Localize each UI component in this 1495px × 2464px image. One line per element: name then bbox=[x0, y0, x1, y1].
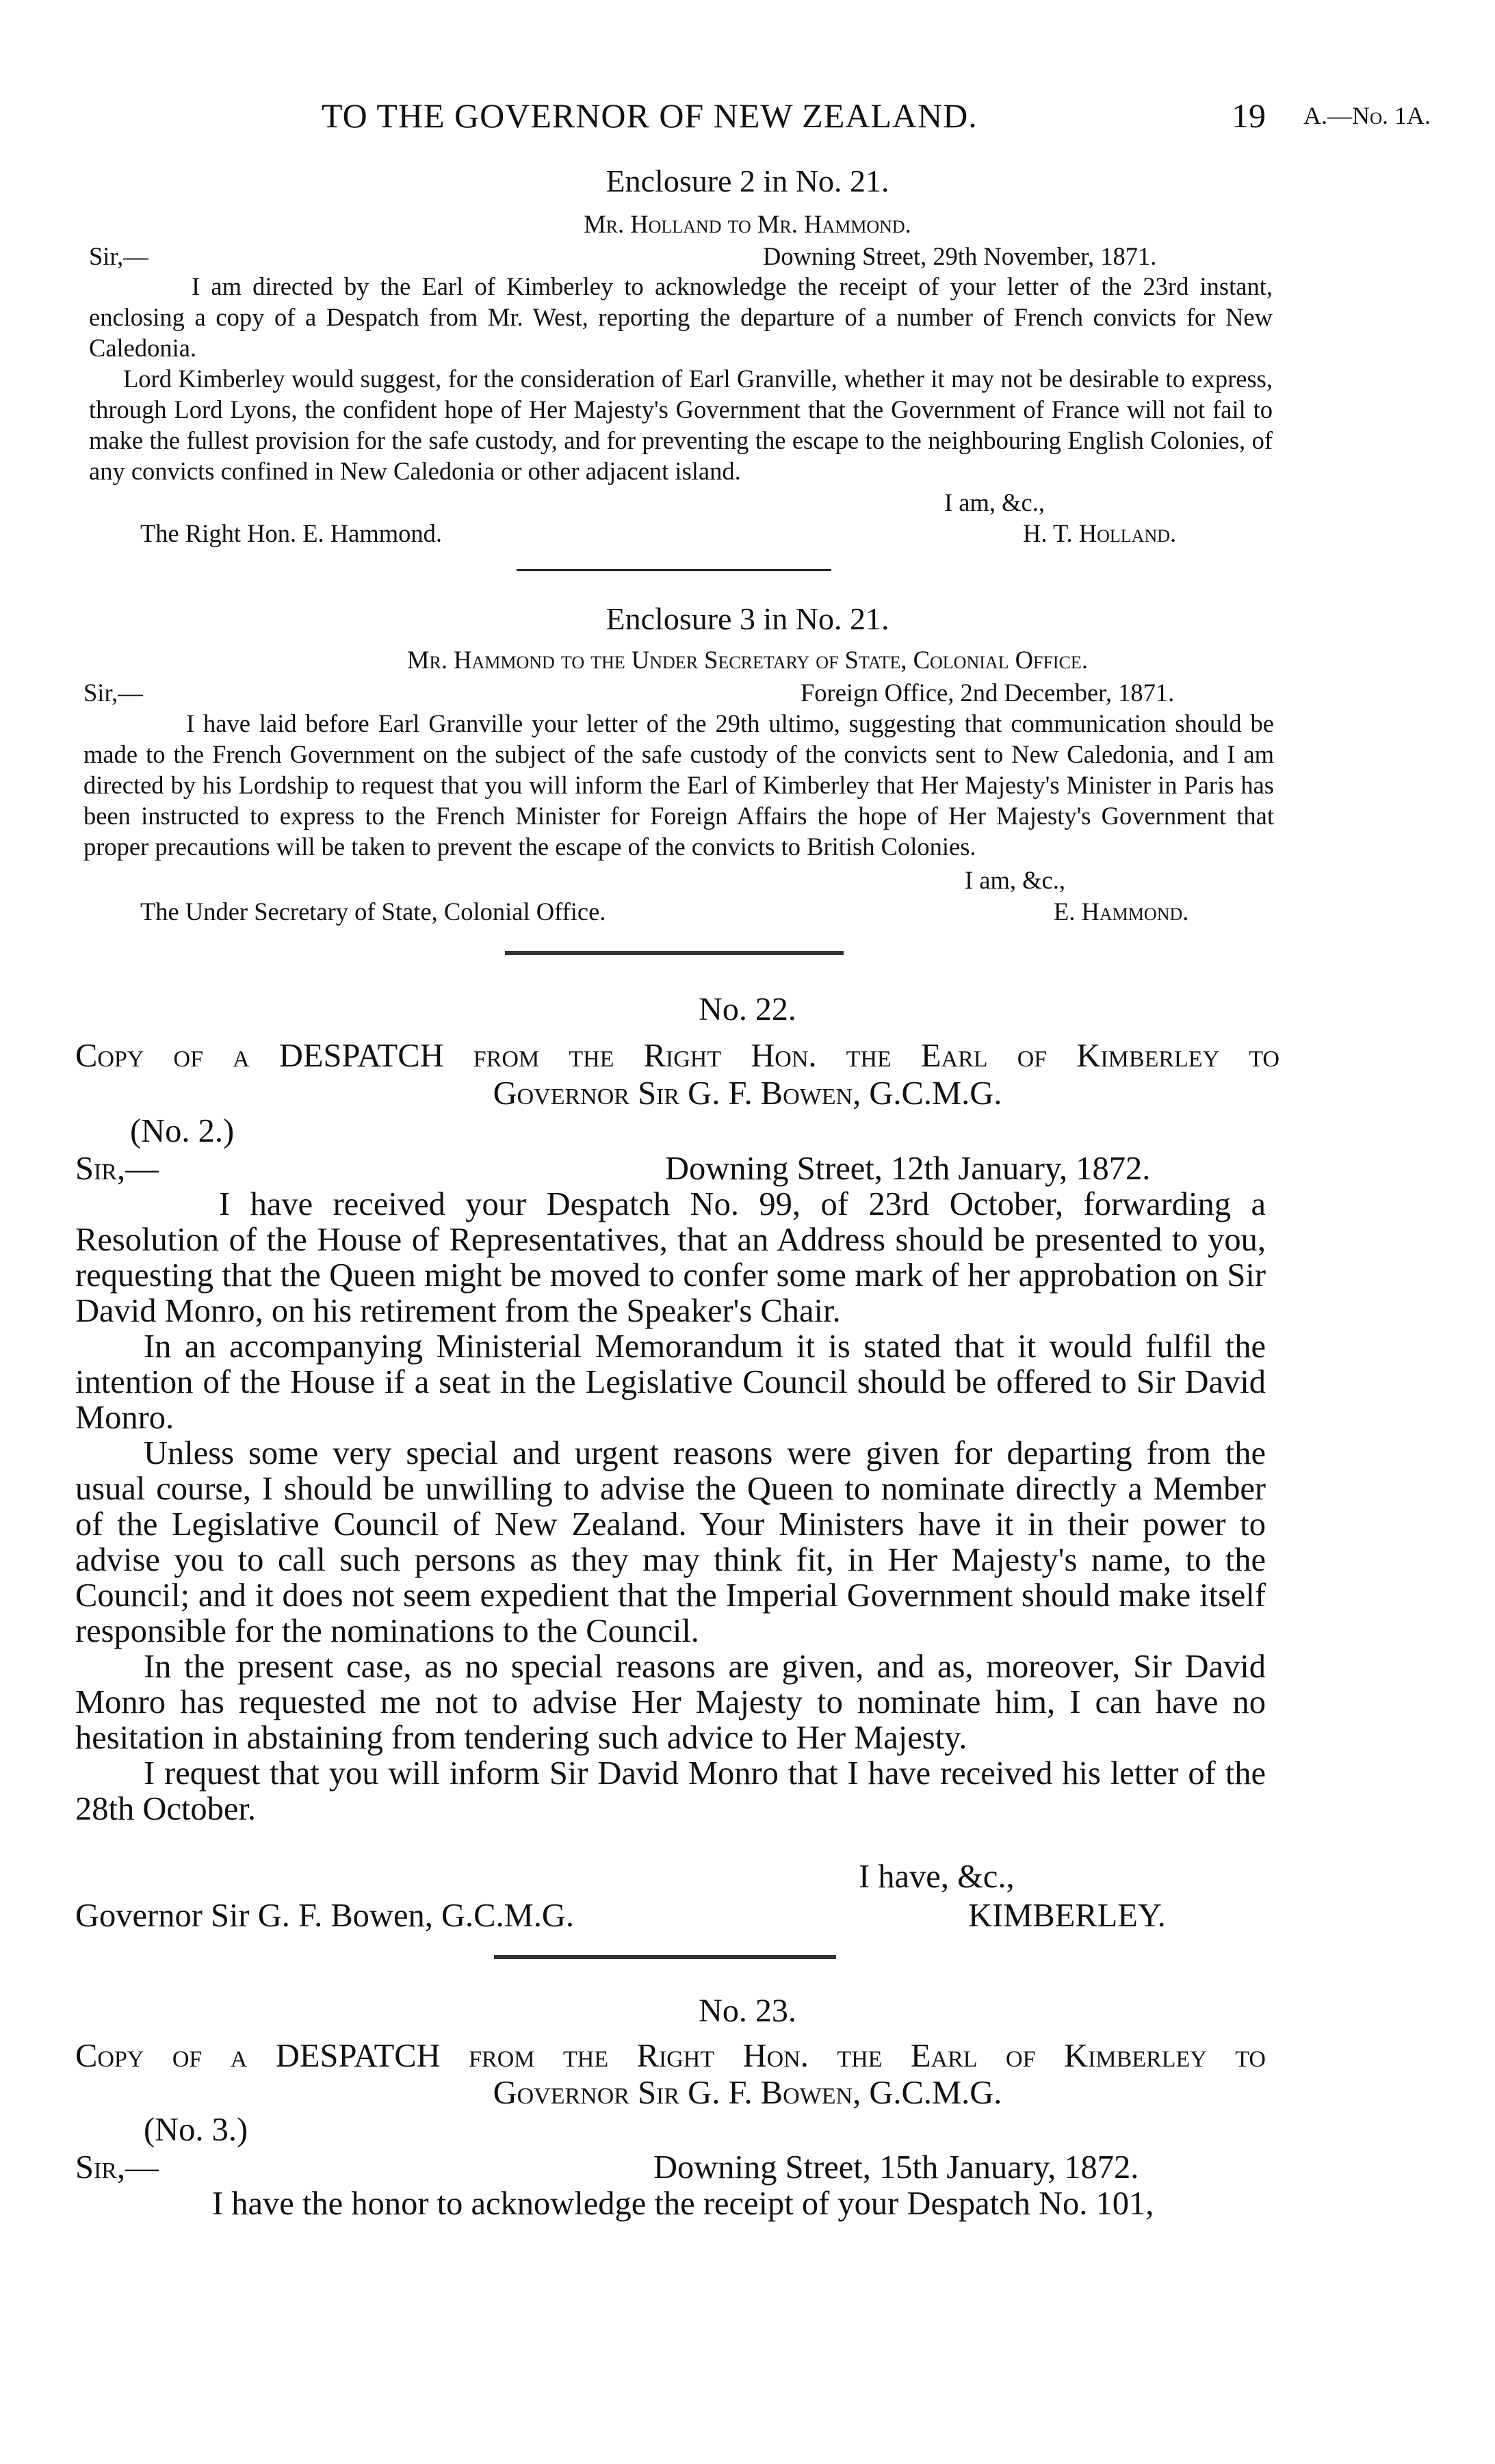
no23-heading: No. 23. bbox=[699, 1993, 796, 2029]
no22-signature: KIMBERLEY. bbox=[968, 1898, 1166, 1934]
enclosure2-place-date: Downing Street, 29th November, 1871. bbox=[763, 242, 1157, 270]
enclosure2-salutation: Sir,— bbox=[89, 242, 148, 270]
enclosure3-from-to: Mr. Hammond to the Under Secretary of State, Colonial Office. bbox=[407, 646, 1088, 674]
page-number: 19 bbox=[1232, 96, 1266, 135]
no22-body bbox=[75, 1187, 1266, 1827]
enclosure3-closing: I am, &c., bbox=[965, 866, 1065, 894]
no22-title-line1: Copy of a DESPATCH from the Right Hon. the Earl of Kimberley to bbox=[75, 1038, 1279, 1074]
no22-paragraph-5: I request that you will inform Sir David Monro that I have received his letter of the 28th October. bbox=[75, 1755, 1266, 1827]
enclosure2-from-to: Mr. Holland to Mr. Hammond. bbox=[584, 210, 911, 238]
enclosure3-body bbox=[83, 708, 1274, 862]
no22-title-line2: Governor Sir G. F. Bowen, G.C.M.G. bbox=[493, 1075, 1002, 1112]
enclosure2-signature: H. T. Holland. bbox=[1023, 519, 1177, 547]
no22-paragraph-2: In an accompanying Ministerial Memorandum it is stated that it would fulfil the intention of the House if a seat in the Legislative Council should be offered to Sir David Monro. bbox=[75, 1328, 1266, 1436]
enclosure3-heading: Enclosure 3 in No. 21. bbox=[606, 601, 889, 636]
enclosure3-salutation: Sir,— bbox=[83, 679, 143, 707]
enclosure3-place-date: Foreign Office, 2nd December, 1871. bbox=[801, 679, 1175, 707]
enclosure2-paragraph-2: Lord Kimberley would suggest, for the consideration of Earl Granville, whether it may not be desirable to express, through Lord Lyons, the confident hope of Her Majesty's Government that the Government of France will not fail to make the fullest provision for the safe custody, and for preventing the escape to the neighbouring English Colonies, of any convicts confined in New Caledonia or other adjacent island. bbox=[89, 365, 1273, 485]
no23-despatch-number: (No. 3.) bbox=[144, 2112, 248, 2148]
no22-despatch-number: (No. 2.) bbox=[130, 1113, 235, 1149]
no23-body bbox=[75, 2186, 1266, 2222]
no23-paragraph-1: I have the honor to acknowledge the receipt of your Despatch No. 101, bbox=[212, 2186, 1154, 2222]
section-divider-thick bbox=[494, 1955, 836, 1959]
no22-place-date: Downing Street, 12th January, 1872. bbox=[665, 1151, 1151, 1187]
no23-title-line1: Copy of a DESPATCH from the Right Hon. the Earl of Kimberley to bbox=[75, 2038, 1266, 2074]
enclosure2-closing: I am, &c., bbox=[944, 488, 1045, 516]
no22-paragraph-3: Unless some very special and urgent reasons were given for departing from the usual course, I should be unwilling to advise the Queen to nominate directly a Member of the Legislative Council of New Zealand. Your Ministers have it in their power to advise you to call such persons as they may think fit, in Her Majesty's name, to the Council; and it does not seem expedient that the Imperial Government should make itself responsible for the nominations to the Council. bbox=[75, 1435, 1266, 1649]
no22-heading: No. 22. bbox=[699, 991, 796, 1027]
running-head-title: TO THE GOVERNOR OF NEW ZEALAND. bbox=[322, 96, 978, 135]
section-divider bbox=[517, 569, 831, 571]
running-head bbox=[0, 96, 1495, 137]
section-divider-thick bbox=[505, 951, 844, 955]
no23-salutation: Sir,— bbox=[75, 2149, 159, 2186]
no23-place-date: Downing Street, 15th January, 1872. bbox=[653, 2149, 1139, 2186]
enclosure2-paragraph-1: I am directed by the Earl of Kimberley to acknowledge the receipt of your letter of the 23rd instant, enclosing a copy of a Despatch from Mr. West, reporting the departure of a number of French convicts for New Caledonia. bbox=[89, 272, 1273, 362]
enclosure3-addressee: The Under Secretary of State, Colonial Office. bbox=[140, 897, 606, 926]
no22-paragraph-4: In the present case, as no special reasons are given, and as, moreover, Sir David Monro has requested me not to advise Her Majesty to nominate him, I can have no hesitation in abstaining from tendering such advice to Her Majesty. bbox=[75, 1649, 1266, 1756]
enclosure2-body bbox=[89, 271, 1273, 486]
no22-salutation: Sir,— bbox=[75, 1151, 159, 1187]
no22-closing: I have, &c., bbox=[859, 1859, 1015, 1895]
no22-paragraph-1: I have received your Despatch No. 99, of 23rd October, forwarding a Resolution of the House of Representatives, that an Address should be presented to you, requesting that the Queen might be moved to confer some mark of her approbation on Sir David Monro, on his retirement from the Speaker's Chair. bbox=[75, 1186, 1266, 1329]
no22-addressee: Governor Sir G. F. Bowen, G.C.M.G. bbox=[75, 1898, 574, 1934]
enclosure3-signature: E. Hammond. bbox=[1054, 897, 1189, 926]
enclosure2-heading: Enclosure 2 in No. 21. bbox=[606, 163, 889, 198]
enclosure2-addressee: The Right Hon. E. Hammond. bbox=[140, 519, 442, 547]
enclosure3-paragraph-1: I have laid before Earl Granville your letter of the 29th ultimo, suggesting that communication should be made to the French Government on the subject of the safe custody of the convicts sent to New Caledonia, and I am directed by his Lordship to request that you will inform the Earl of Kimberley that Her Majesty's Minister in Paris has been instructed to express to the French Minister for Foreign Affairs the hope of Her Majesty's Government that proper precautions will be taken to prevent the escape of the convicts to British Colonies. bbox=[83, 709, 1274, 861]
no23-title-line2: Governor Sir G. F. Bowen, G.C.M.G. bbox=[493, 2075, 1002, 2111]
paper-reference: A.—No. 1A. bbox=[1303, 102, 1431, 129]
